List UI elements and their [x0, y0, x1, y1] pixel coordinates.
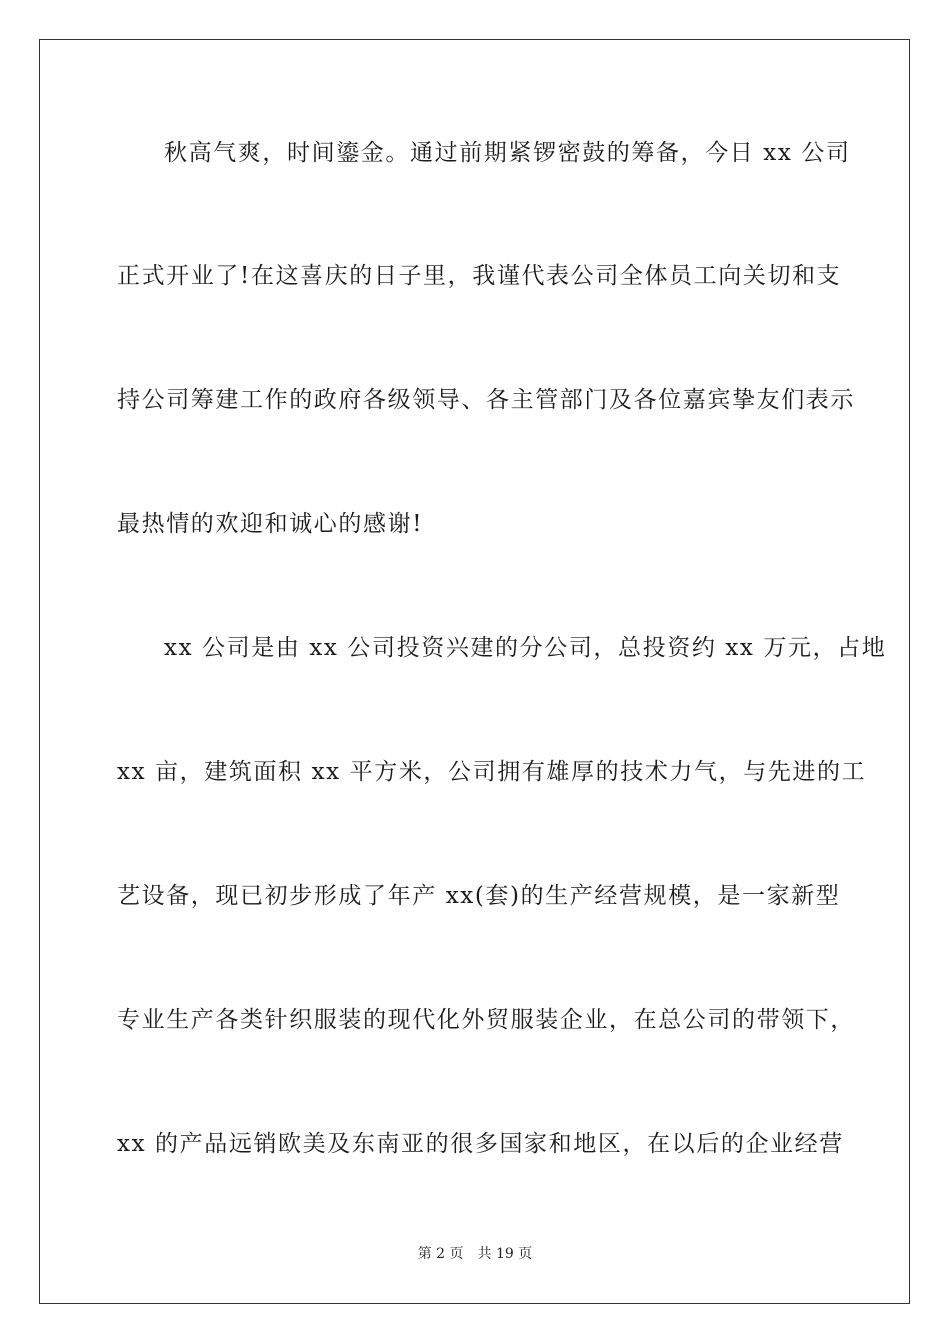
- page-number: 第 2 页: [417, 1246, 464, 1262]
- paragraph-2-line-5: xx 的产品远销欧美及东南亚的很多国家和地区，在以后的企业经营: [117, 1131, 844, 1157]
- paragraph-2-line-3: 艺设备，现已初步形成了年产 xx(套)的生产经营规模，是一家新型: [117, 883, 841, 909]
- page-total: 共 19 页: [477, 1246, 533, 1262]
- page-border: [39, 39, 910, 1304]
- paragraph-2-line-2: xx 亩，建筑面积 xx 平方米，公司拥有雄厚的技术力气，与先进的工: [117, 759, 867, 785]
- paragraph-1-line-2: 正式开业了!在这喜庆的日子里，我谨代表公司全体员工向关切和支: [117, 263, 842, 289]
- paragraph-1-line-3: 持公司筹建工作的政府各级领导、各主管部门及各位嘉宾挚友们表示: [117, 387, 855, 413]
- paragraph-2-line-4: 专业生产各类针织服装的现代化外贸服装企业，在总公司的带领下，: [117, 1007, 855, 1033]
- paragraph-1-line-4: 最热情的欢迎和诚心的感谢!: [117, 511, 424, 537]
- page-footer: [0, 1245, 950, 1263]
- paragraph-2-line-1: xx 公司是由 xx 公司投资兴建的分公司，总投资约 xx 万元，占地: [164, 635, 887, 661]
- paragraph-1-line-1: 秋高气爽，时间鎏金。通过前期紧锣密鼓的筹备，今日 xx 公司: [164, 140, 851, 166]
